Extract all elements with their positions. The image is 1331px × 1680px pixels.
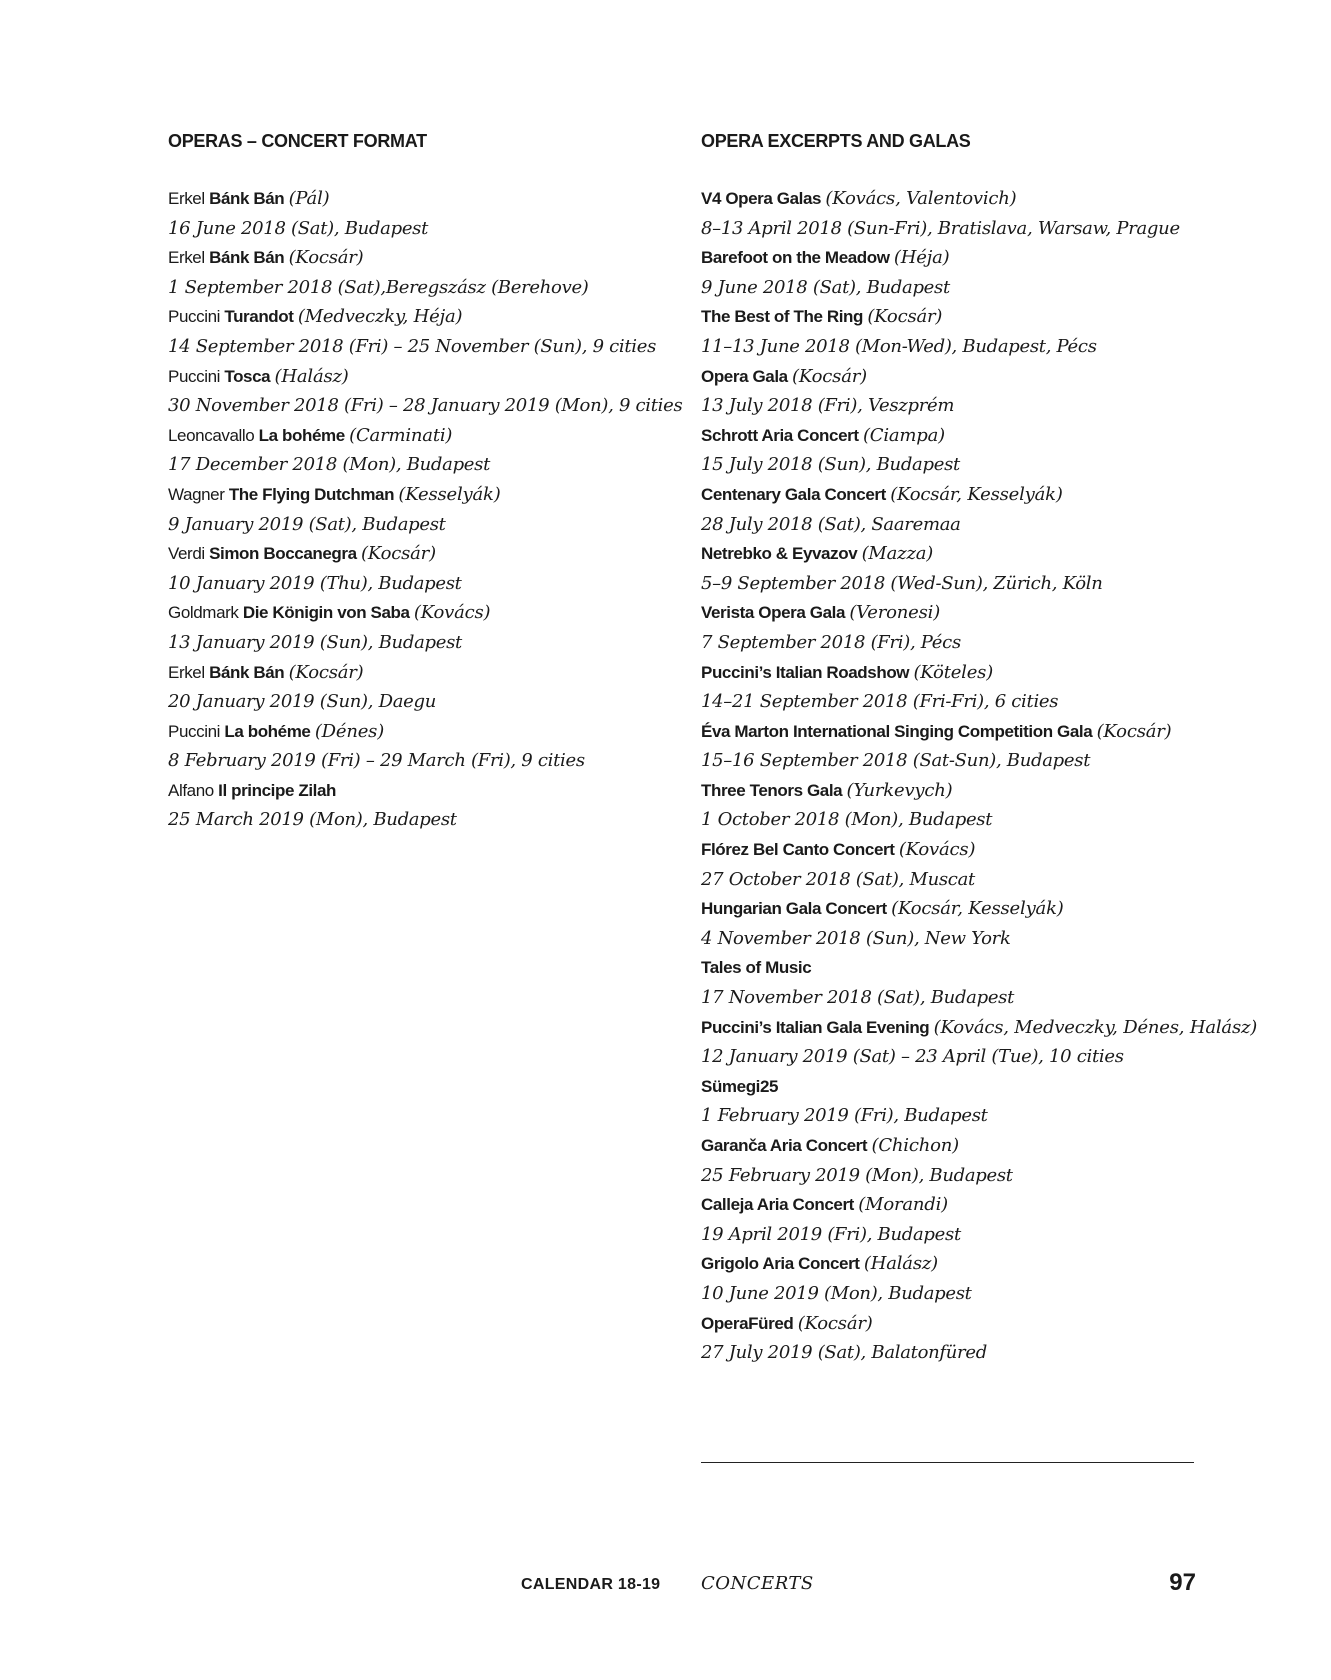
footer-section: CONCERTS	[701, 1573, 814, 1594]
performers: (Kocsár, Kesselyák)	[890, 483, 1063, 505]
performers: (Kocsár)	[867, 306, 943, 328]
list-item	[701, 539, 1201, 598]
list-item	[168, 421, 668, 480]
entry-title-line	[701, 776, 1201, 806]
composer-name: Puccini	[168, 307, 221, 327]
entry-title-line	[701, 1190, 1201, 1220]
entry-title-line	[168, 421, 668, 451]
performers: (Kocsár)	[288, 661, 364, 683]
entry-title-line	[701, 953, 1201, 983]
entry-title-line	[701, 480, 1201, 510]
composer-name: Goldmark	[168, 603, 239, 623]
entry-date: 5–9 September 2018 (Wed-Sun), Zürich, Köln	[701, 572, 1103, 594]
entry-title-line	[701, 1072, 1201, 1102]
entry-title-line	[701, 598, 1201, 628]
entry-title-line	[701, 1249, 1201, 1279]
entry-date: 17 December 2018 (Mon), Budapest	[168, 454, 491, 476]
entry-date: 14–21 September 2018 (Fri-Fri), 6 cities	[701, 691, 1059, 713]
performers: (Chichon)	[871, 1135, 959, 1156]
work-title: Tales of Music	[701, 958, 812, 978]
performers: (Kocsár)	[1096, 720, 1172, 742]
entry-date: 8–13 April 2018 (Sun-Fri), Bratislava, Warsaw, Prague	[701, 217, 1180, 239]
work-title: The Best of The Ring	[701, 307, 864, 327]
composer-name: Puccini	[168, 366, 221, 386]
performers: (Mazza)	[861, 543, 934, 565]
list-item	[701, 953, 1201, 1012]
work-title: Turandot	[224, 307, 294, 327]
page-number: 97	[1169, 1569, 1196, 1596]
entry-date: 9 June 2018 (Sat), Budapest	[701, 276, 950, 298]
entry-list	[701, 184, 1258, 1368]
work-title: Calleja Aria Concert	[701, 1195, 854, 1215]
performers: (Kocsár)	[797, 1312, 873, 1334]
entry-date: 1 September 2018 (Sat),Beregszász (Berehove)	[168, 276, 589, 298]
composer-name: Erkel	[168, 248, 205, 268]
entry-date: 13 July 2018 (Fri), Veszprém	[701, 395, 955, 417]
work-title: Schrott Aria Concert	[701, 425, 859, 445]
entry-date: 10 January 2019 (Thu), Budapest	[168, 572, 462, 594]
work-title: Sümegi25	[701, 1076, 779, 1096]
entry-title-line	[701, 302, 1201, 332]
entry-date: 16 June 2018 (Sat), Budapest	[168, 217, 429, 239]
work-title: Bánk Bán	[209, 662, 285, 682]
list-item	[701, 835, 1201, 894]
list-item	[701, 480, 1201, 539]
entry-title-line	[168, 776, 668, 806]
performers: (Yurkevych)	[846, 779, 953, 801]
entry-title-line	[701, 184, 1201, 214]
work-title: Garanča Aria Concert	[701, 1136, 868, 1155]
entry-title-line	[168, 184, 668, 214]
work-title: OperaFüred	[701, 1313, 794, 1333]
composer-name: Erkel	[168, 662, 205, 682]
entry-date: 8 February 2019 (Fri) – 29 March (Fri), 9 cities	[168, 750, 585, 772]
composer-name: Erkel	[168, 189, 205, 208]
performers: (Carminati)	[349, 424, 453, 446]
list-item	[168, 184, 668, 243]
work-title: Simon Boccanegra	[209, 544, 357, 564]
work-title: Bánk Bán	[209, 248, 285, 268]
work-title: V4 Opera Galas	[701, 189, 822, 208]
composer-name: Verdi	[168, 544, 205, 564]
entry-title-line	[168, 362, 668, 392]
entry-date: 7 September 2018 (Fri), Pécs	[701, 631, 961, 653]
entry-title-line	[168, 598, 668, 628]
entry-date: 27 October 2018 (Sat), Muscat	[701, 868, 975, 890]
list-item	[168, 598, 668, 657]
performers: (Veronesi)	[849, 602, 941, 624]
work-title: Puccini’s Italian Roadshow	[701, 662, 910, 682]
entry-title-line	[168, 302, 668, 332]
list-item	[701, 1131, 1201, 1190]
performers: (Kovács, Valentovich)	[825, 188, 1017, 209]
list-item	[168, 658, 668, 717]
work-title: Éva Marton International Singing Competition Gala	[701, 721, 1093, 741]
performers: (Kocsár)	[361, 543, 436, 565]
entry-title-line	[701, 1131, 1201, 1161]
list-item	[701, 1249, 1201, 1308]
performers: (Halász)	[274, 365, 349, 387]
list-item	[701, 1013, 1258, 1072]
entry-title-line	[701, 362, 1201, 392]
entry-title-line	[168, 658, 668, 688]
list-item	[168, 717, 668, 776]
performers: (Kocsár, Kesselyák)	[891, 898, 1064, 920]
performers: (Kovács)	[898, 839, 976, 861]
list-item	[701, 421, 1201, 480]
work-title: Grigolo Aria Concert	[701, 1254, 860, 1274]
list-item	[701, 1072, 1201, 1131]
performers: (Kovács, Medveczky, Dénes, Halász)	[933, 1016, 1258, 1038]
entry-title-line	[701, 717, 1201, 747]
list-item	[701, 1309, 1201, 1368]
list-item	[168, 362, 683, 421]
entry-date: 25 March 2019 (Mon), Budapest	[168, 809, 457, 831]
performers: (Medveczky, Héja)	[297, 306, 463, 328]
list-item	[701, 717, 1201, 776]
section-heading: OPERA EXCERPTS AND GALAS	[701, 131, 971, 151]
list-item	[701, 184, 1201, 243]
entry-title-line	[701, 1309, 1201, 1339]
entry-date: 19 April 2019 (Fri), Budapest	[701, 1223, 961, 1245]
list-item	[168, 776, 668, 835]
section-heading: OPERAS – CONCERT FORMAT	[168, 131, 427, 151]
list-item	[168, 302, 668, 361]
entry-date: 13 January 2019 (Sun), Budapest	[168, 631, 462, 653]
work-title: Opera Gala	[701, 366, 788, 386]
entry-date: 11–13 June 2018 (Mon-Wed), Budapest, Pécs	[701, 335, 1097, 357]
entry-title-line	[701, 658, 1201, 688]
work-title: Netrebko & Eyvazov	[701, 544, 858, 564]
work-title: The Flying Dutchman	[228, 484, 395, 504]
entry-date: 12 January 2019 (Sat) – 23 April (Tue), 10 cities	[701, 1046, 1124, 1068]
entry-date: 10 June 2019 (Mon), Budapest	[701, 1282, 972, 1304]
work-title: Die Königin von Saba	[242, 603, 410, 623]
entry-date: 4 November 2018 (Sun), New York	[701, 927, 1011, 949]
entry-title-line	[701, 243, 1201, 273]
composer-name: Puccini	[168, 721, 221, 741]
entry-title-line	[168, 480, 668, 510]
list-item	[701, 302, 1201, 361]
entry-date: 25 February 2019 (Mon), Budapest	[701, 1164, 1013, 1186]
entry-title-line	[701, 1013, 1258, 1043]
entry-date: 15–16 September 2018 (Sat-Sun), Budapest	[701, 750, 1091, 772]
divider-rule	[701, 1462, 1194, 1463]
list-item	[701, 658, 1201, 717]
performers: (Morandi)	[858, 1194, 948, 1216]
work-title: Il principe Zilah	[218, 780, 337, 800]
entry-title-line	[701, 894, 1201, 924]
entry-date: 15 July 2018 (Sun), Budapest	[701, 454, 960, 476]
entry-date: 1 February 2019 (Fri), Budapest	[701, 1105, 988, 1127]
entry-date: 20 January 2019 (Sun), Daegu	[168, 691, 437, 713]
entry-title-line	[168, 717, 668, 747]
entry-date: 30 November 2018 (Fri) – 28 January 2019 (Mon), 9 cities	[168, 395, 683, 417]
list-item	[168, 480, 668, 539]
entry-title-line	[168, 539, 668, 569]
performers: (Dénes)	[314, 720, 385, 742]
composer-name: Alfano	[168, 780, 214, 800]
left-column	[168, 128, 683, 835]
work-title: La bohéme	[258, 425, 345, 445]
work-title: Verista Opera Gala	[701, 603, 845, 623]
performers: (Pál)	[288, 188, 330, 209]
work-title: Hungarian Gala Concert	[701, 899, 887, 919]
entry-title-line	[168, 243, 668, 273]
performers: (Köteles)	[913, 661, 994, 683]
entry-date: 9 January 2019 (Sat), Budapest	[168, 513, 446, 535]
work-title: Three Tenors Gala	[701, 780, 843, 800]
list-item	[168, 243, 668, 302]
footer-label: CALENDAR 18-19	[521, 1576, 661, 1593]
performers: (Kocsár)	[288, 247, 364, 269]
list-item	[701, 776, 1201, 835]
entry-list	[168, 184, 683, 835]
list-item	[701, 894, 1201, 953]
work-title: La bohéme	[224, 721, 311, 741]
right-column	[701, 128, 1258, 1368]
list-item	[168, 539, 668, 598]
entry-date: 27 July 2019 (Sat), Balatonfüred	[701, 1342, 987, 1364]
performers: (Kesselyák)	[398, 483, 501, 505]
list-item	[701, 243, 1201, 302]
work-title: Puccini’s Italian Gala Evening	[701, 1017, 930, 1037]
entry-date: 28 July 2018 (Sat), Saaremaa	[701, 513, 961, 535]
entry-title-line	[701, 421, 1201, 451]
list-item	[701, 598, 1201, 657]
performers: (Héja)	[893, 247, 950, 269]
list-item	[701, 362, 1201, 421]
performers: (Ciampa)	[862, 424, 945, 446]
entry-date: 14 September 2018 (Fri) – 25 November (Sun), 9 cities	[168, 335, 657, 357]
work-title: Flórez Bel Canto Concert	[701, 840, 895, 860]
composer-name: Wagner	[168, 484, 225, 504]
work-title: Bánk Bán	[209, 189, 285, 208]
list-item	[701, 1190, 1201, 1249]
entry-title-line	[701, 835, 1201, 865]
performers: (Halász)	[863, 1253, 938, 1275]
performers: (Kovács)	[413, 602, 491, 624]
entry-title-line	[701, 539, 1201, 569]
work-title: Centenary Gala Concert	[701, 484, 886, 504]
work-title: Tosca	[224, 366, 271, 386]
composer-name: Leoncavallo	[168, 425, 255, 445]
entry-date: 17 November 2018 (Sat), Budapest	[701, 987, 1015, 1009]
work-title: Barefoot on the Meadow	[701, 248, 890, 268]
performers: (Kocsár)	[792, 365, 867, 387]
entry-date: 1 October 2018 (Mon), Budapest	[701, 809, 993, 831]
